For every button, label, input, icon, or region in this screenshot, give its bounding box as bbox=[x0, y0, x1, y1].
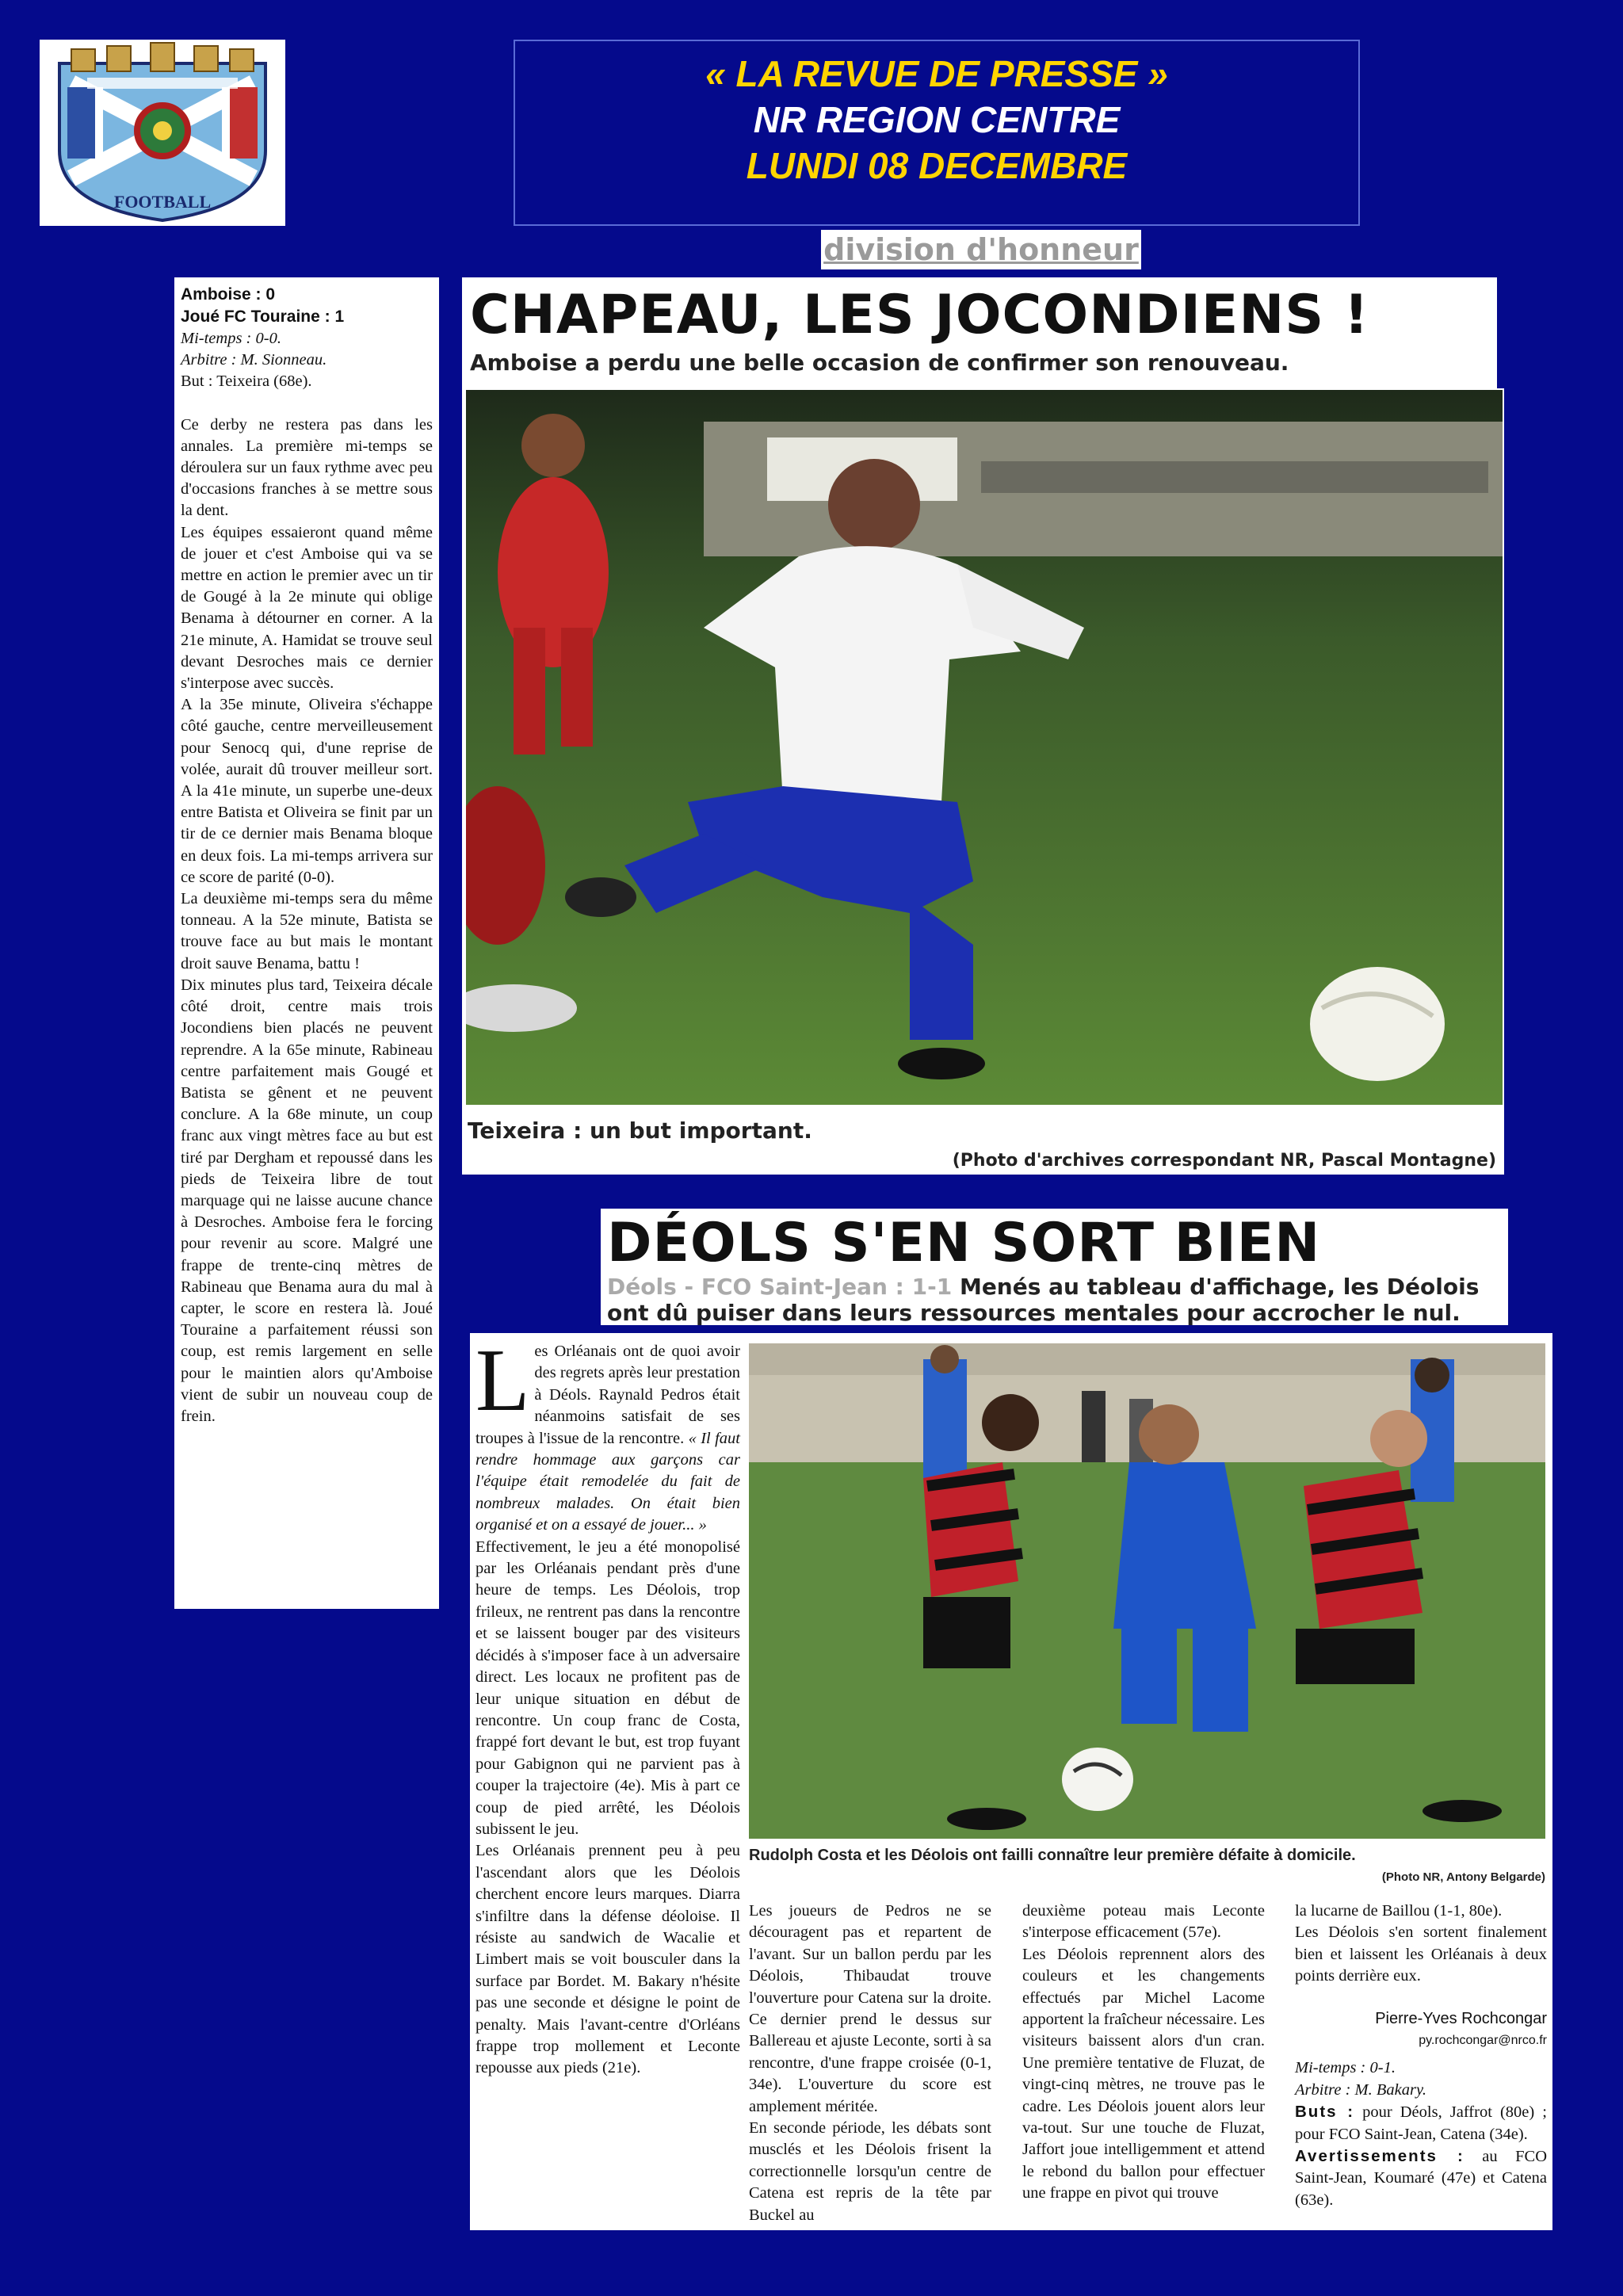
article2-halftime: Mi-temps : 0-1. bbox=[1295, 2059, 1396, 2077]
article1-paragraph: Dix minutes plus tard, Teixeira décale côté droit, centre mais trois Jocondiens bien placés ne peuvent reprendre. A la 65e minute, Rabineau centre parfaitement mais Gougé et Batista se gênent et ne peuvent conclure. A la 68e minute, un coup franc aux vingt mètres face au but est tiré par Dergham et repoussé dans les pieds de Teixeira libre de tout marquage qui ne laisse aucune chance à Desroches. Amboise fera le forcing pour revenir au score. Malgré une frappe de trente-cinq mètres de Rabineau que Benama aura du mal à capter, le score en restera là. Joué Touraine a parfaitement réussi son coup, est remis largement en selle pour le maintien alors qu'Amboise vient de subir un nouveau coup de frein. bbox=[181, 976, 433, 1425]
article2-score: Déols - FCO Saint-Jean : 1-1 bbox=[607, 1274, 953, 1300]
article2-cards-label: Avertissements : bbox=[1295, 2147, 1465, 2166]
article1-halftime: Mi-temps : 0-0. bbox=[181, 330, 281, 347]
article2-headline-block bbox=[601, 1209, 1508, 1325]
club-crest-icon bbox=[40, 40, 285, 226]
section-label: division d'honneur bbox=[821, 230, 1141, 269]
article2-lead-column bbox=[475, 1331, 740, 2225]
svg-text:FOOTBALL: FOOTBALL bbox=[113, 192, 212, 212]
article2-subtitle-text: Menés au tableau d'affichage, les Déolois ont dû puiser dans leurs ressources mentales pour accrocher le nul. bbox=[607, 1274, 1480, 1326]
article1-score-away: Joué FC Touraine : 1 bbox=[181, 308, 345, 326]
article1-goal: But : Teixeira (68e). bbox=[181, 372, 312, 391]
article2-photo-credit: (Photo NR, Antony Belgarde) bbox=[1381, 1870, 1545, 1884]
article1-photo-caption: Teixeira : un but important. bbox=[468, 1117, 812, 1144]
article2-author: Pierre-Yves Rochcongar bbox=[1375, 2009, 1547, 2027]
header-title: « LA REVUE DE PRESSE » bbox=[705, 53, 1168, 94]
article2-paragraph: En seconde période, les débats sont musclés et les Déolois frisent la correctionnelle lorsqu'un centre de Catena est repris de la tête par Buckel au bbox=[749, 2119, 991, 2224]
article1-paragraph: Les équipes essaieront quand même de jouer et c'est Amboise qui va se mettre en action le premier avec un tir de Gougé à la 2e minute qui oblige Benama à détourner en corner. A la 21e minute, A. Hamidat se trouve seul devant Desroches mais ce dernier s'interpose avec succès. bbox=[181, 523, 433, 693]
article2-cards: au FCO Saint-Jean, Koumaré (47e) et Catena (63e). bbox=[1295, 2148, 1547, 2209]
article2-referee: Arbitre : M. Bakary. bbox=[1295, 2080, 1427, 2099]
article2-email: py.rochcongar@nrco.fr bbox=[1419, 2034, 1547, 2048]
article2-column-2 bbox=[749, 1901, 991, 2225]
article1-paragraph: La deuxième mi-temps sera du même tonneau. A la 52e minute, Batista se trouve face au but mais le montant droit sauve Benama, battu ! bbox=[181, 890, 433, 972]
article1-title: CHAPEAU, LES JOCONDIENS ! bbox=[470, 284, 1369, 346]
article1-headline-block bbox=[462, 277, 1497, 388]
article1-photo-credit: (Photo d'archives correspondant NR, Pascal Montagne) bbox=[952, 1151, 1496, 1171]
article2-column-3 bbox=[1022, 1901, 1265, 2225]
article2-paragraph: Les Déolois reprennent alors des couleurs et les changements effectués par Michel Lacome apportent la fraîcheur nécessaire. Les visiteurs baissent alors d'un cran. Une première tentative de Fluzat, de vingt-cinq mètres, ne trouve pas le cadre. Les Déolois jouent alors leur va-tout. Sur une touche de Fluzat, Jaffort joue intelligemment et attend le rebond du ballon pour effectuer une frappe en pivot qui trouve bbox=[1022, 1945, 1265, 2202]
article2-photo bbox=[749, 1343, 1545, 1839]
article2-quote: « Il faut rendre hommage aux garçons car l'équipe était remodelée du fait de nombreux malades. On était bien organisé et on a essayé de jouer... » bbox=[475, 1429, 740, 1534]
article2-lead-text: es Orléanais ont de quoi avoir des regrets après leur prestation à Déols. Raynald Pedros était néanmoins satisfait de ses troupes à l'issue de la rencontre. bbox=[475, 1343, 740, 1447]
article2-paragraph: la lucarne de Baillou (1-1, 80e). bbox=[1295, 1902, 1503, 1920]
article2-paragraph: Les joueurs de Pedros ne se découragent pas et repartent de l'avant. Sur un ballon perdu par les Déolois, Thibaudat trouve l'ouverture pour Catena sur la droite. Ce dernier prend le dessus sur Ballereau et ajuste Leconte, sorti à sa rencontre, d'une frappe croisée (0-1, 34e). L'ouverture du score est amplement méritée. bbox=[749, 1902, 991, 2115]
article2-paragraph: Effectivement, le jeu a été monopolisé par les Orléanais pendant près d'une heure de temps. Les Déolois, trop frileux, ne rentrent pas dans la rencontre et se laissent bouger par des visiteurs décidés à s'imposer face à un adversaire direct. Les locaux ne profitent pas de leur unique situation en début de rencontre. Un coup franc de Costa, frappé fort devant le but, est trop fuyant pour Gabignon qui ne parvient pas à couper la trajectoire (4e). Mis à part ce coup de pied arrêté, les Déolois subissent le jeu. bbox=[475, 1538, 740, 1838]
article2-paragraph: Les Déolois s'en sortent finalement bien et laissent les Orléanais à deux points derrière eux. bbox=[1295, 1924, 1547, 1985]
article2-title: DÉOLS S'EN SORT BIEN bbox=[607, 1212, 1321, 1274]
article2-subtitle bbox=[607, 1274, 1502, 1326]
article2-goals: pour Déols, Jaffrot (80e) ; pour FCO Saint-Jean, Catena (34e). bbox=[1295, 2103, 1548, 2143]
header-source: NR REGION CENTRE bbox=[753, 99, 1121, 140]
article2-paragraph: deuxième poteau mais Leconte s'interpose efficacement (57e). bbox=[1022, 1902, 1265, 1942]
article1-text-column bbox=[174, 277, 439, 1609]
article1-referee: Arbitre : M. Sionneau. bbox=[181, 351, 327, 369]
article1-paragraph: A la 35e minute, Oliveira s'échappe côté gauche, centre merveilleusement pour Senocq qui, d'une reprise de volée, aurait dû trouver meilleur sort. A la 41e minute, un superbe une-deux entre Batista et Oliveira se finit par un tir de ce dernier mais Benama bloque en deux fois. La mi-temps arrivera sur ce score de parité (0-0). bbox=[181, 696, 433, 886]
article1-paragraph: Ce derby ne restera pas dans les annales. La première mi-temps se déroulera sur un faux rythme avec peu d'occasions franches à se mettre sous la dent. bbox=[181, 415, 433, 520]
article1-score-home: Amboise : 0 bbox=[181, 285, 276, 304]
header-date: LUNDI 08 DECEMBRE bbox=[746, 145, 1128, 186]
article2-column-4 bbox=[1295, 1901, 1547, 2225]
club-logo bbox=[40, 40, 285, 226]
article2-goals-label: Buts : bbox=[1295, 2103, 1355, 2122]
article2-paragraph: Les Orléanais prennent peu à peu l'ascendant alors que les Déolois cherchent encore leurs marques. Diarra s'infiltre dans la défense déoloise. Il résiste au sandwich de Wacalie et Limbert mais se voit bousculer dans la surface par Bordet. M. Bakary n'hésite pas une seconde et désigne le point de penalty. Mais l'avant-centre d'Orléans frappe trop mollement et Leconte repousse aux pieds (21e). bbox=[475, 1842, 740, 2077]
article1-photo bbox=[466, 390, 1503, 1105]
press-review-header bbox=[514, 40, 1360, 226]
article1-subtitle: Amboise a perdu une belle occasion de confirmer son renouveau. bbox=[470, 350, 1289, 376]
article2-dropcap: L bbox=[475, 1331, 530, 1430]
article2-photo-caption: Rudolph Costa et les Déolois ont failli connaître leur première défaite à domicile. bbox=[749, 1847, 1356, 1864]
